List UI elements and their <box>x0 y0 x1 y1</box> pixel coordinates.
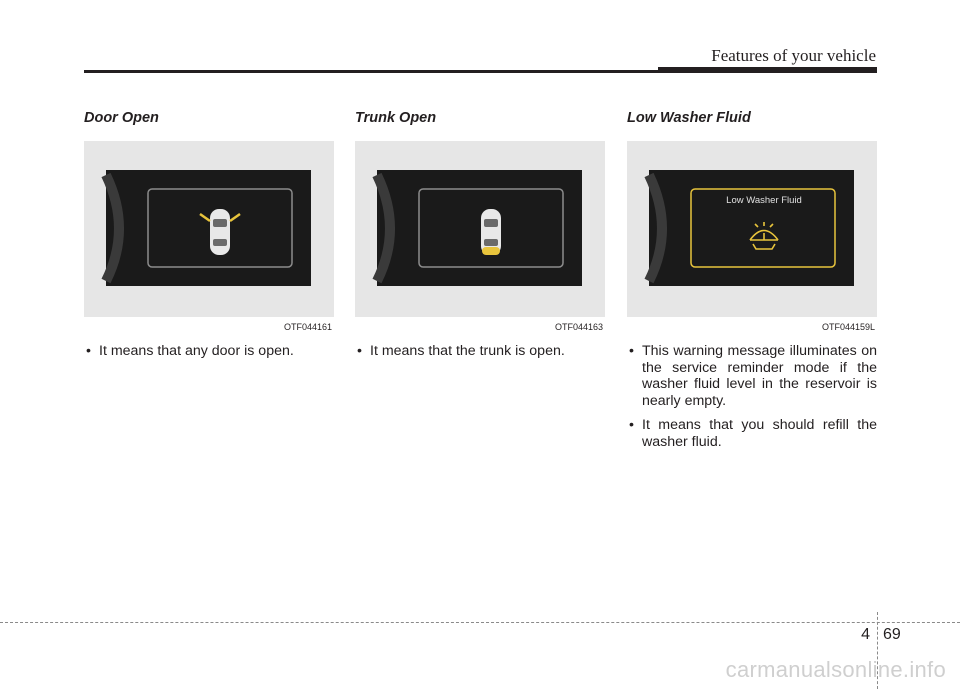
bullet-list <box>84 343 334 360</box>
cluster-display-low-washer-fluid <box>627 141 877 317</box>
bullet-item: • It means that the trunk is open. <box>357 343 565 359</box>
section-title: Low Washer Fluid <box>627 110 751 126</box>
figure-low-washer-fluid <box>627 141 877 332</box>
footer-rule <box>0 622 960 623</box>
section-low-washer-fluid <box>627 110 877 458</box>
chapter-number: 4 <box>861 626 870 643</box>
car-top-view-icon <box>481 209 501 255</box>
figure-code: OTF044161 <box>283 322 332 332</box>
bullet-list <box>627 343 877 450</box>
bullet-item: • It means that any door is open. <box>86 343 294 359</box>
header-rule-accent <box>658 67 877 73</box>
header-title: Features of your vehicle <box>711 46 876 65</box>
figure-trunk-open <box>355 141 605 332</box>
cluster-display-trunk-open <box>355 141 605 317</box>
figure-code: OTF044159L <box>821 322 875 332</box>
bullet-item: • This warning message illuminates on the service reminder mode if the washer fluid level in the reservoir is nearly empty. <box>629 343 877 409</box>
figure-code: OTF044163 <box>554 322 603 332</box>
display-message-text: Low Washer Fluid <box>726 195 802 206</box>
section-door-open <box>84 110 334 368</box>
section-title: Trunk Open <box>355 110 437 126</box>
figure-door-open <box>84 141 334 332</box>
section-trunk-open <box>355 110 605 368</box>
page-number: 69 <box>883 626 901 643</box>
cluster-display-door-open <box>84 141 334 317</box>
bullet-list <box>355 343 605 360</box>
watermark: carmanualsonline.info <box>725 657 946 682</box>
section-title: Door Open <box>84 110 159 126</box>
bullet-item: • It means that you should refill the washer fluid. <box>629 417 877 450</box>
